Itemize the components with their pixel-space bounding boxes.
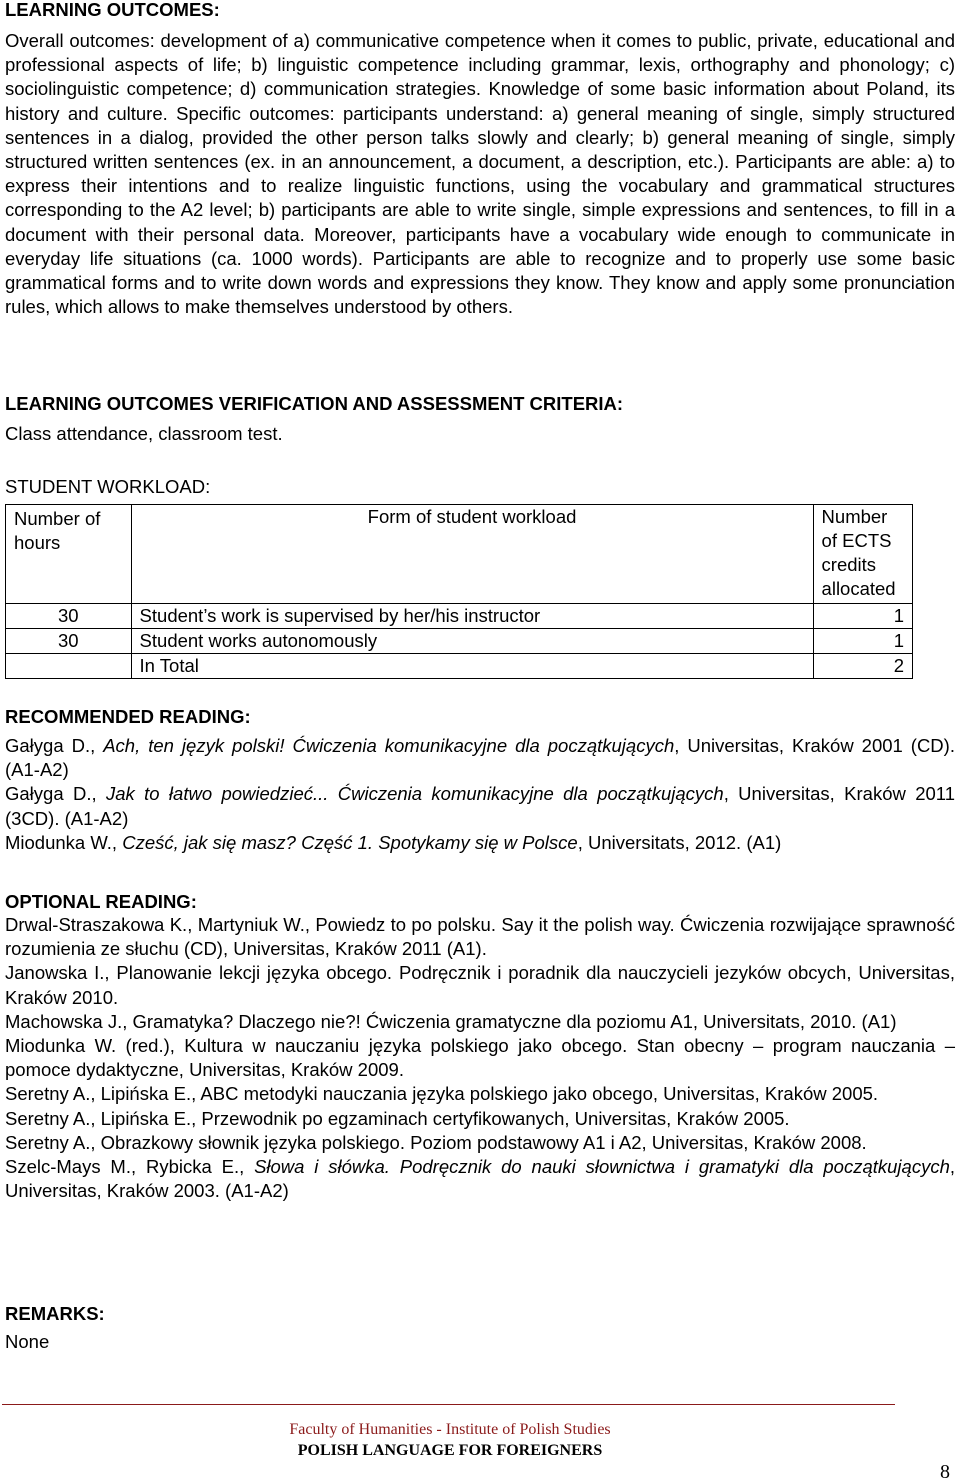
list-item: Machowska J., Gramatyka? Dlaczego nie?! Ćwiczenia gramatyczne dla poziomu A1, Universitats, 2010. (A1) bbox=[5, 1010, 897, 1032]
table-header-row bbox=[6, 505, 913, 604]
cell-hours: 30 bbox=[6, 629, 132, 654]
recommended-reading-heading: RECOMMENDED READING: bbox=[5, 706, 251, 727]
list-item: Gałyga D., Jak to łatwo powiedzieć... Ćwiczenia komunikacyjne dla początkujących, Universitas, Kraków 2011 (3CD). (A1-A2) bbox=[5, 783, 956, 829]
list-item: Janowska I., Planowanie lekcji języka obcego. Podręcznik i poradnik dla nauczycieli jezyków obcych, Universitas, Kraków 2010. bbox=[5, 962, 955, 1008]
cell-hours bbox=[6, 654, 132, 679]
learning-outcomes-text: Overall outcomes: development of a) communicative competence when it comes to public, private, educational and professional aspects of life; b) linguistic competence including grammar, lexis, orthography and phonology; c) sociolinguistic competence; d) communication strategies. Knowledge of some basic information about Poland, its history and culture. Specific outcomes: participants understand: a) general meaning of single, simply structured sentences in a dialog, provided the other person talks slowly and clearly; b) general meaning of single, simply structured written sentences (ex. in an announcement, a document, a description, etc.). Participants are able: a) to express their intentions and to realize linguistic functions, using the vocabulary and grammatical structures corresponding to the A2 level; b) participants are able to write single, simple expressions and sentences, to fill in a document with their personal data. Moreover, participants have a vocabulary wide enough to communicate in everyday life situations (ca. 1000 words). Participants are able to recognize and to properly use some basic grammatical forms and to write down words and expressions they know. They know and apply some pronunciation rules, which allows to make themselves understood by others. bbox=[5, 30, 955, 318]
list-item: Szelc-Mays M., Rybicka E., Słowa i słówka. Podręcznik do nauki słownictwa i gramatyki dla początkujących, Universitas, Kraków 2003. (A1-A2) bbox=[5, 1156, 955, 1202]
list-item: Seretny A., Lipińska E., Przewodnik po egzaminach certyfikowanych, Universitas, Kraków 2005. bbox=[5, 1107, 790, 1129]
optional-reading-heading: OPTIONAL READING: bbox=[5, 891, 197, 912]
verification-text: Class attendance, classroom test. bbox=[5, 423, 283, 444]
list-item: Seretny A., Obrazkowy słownik języka polskiego. Poziom podstawowy A1 i A2, Universitas, Kraków 2008. bbox=[5, 1131, 867, 1153]
page-number: 8 bbox=[940, 1461, 950, 1483]
cell-form: Student works autonomously bbox=[131, 629, 813, 654]
cell-hours: 30 bbox=[6, 604, 132, 629]
footer-faculty: Faculty of Humanities - Institute of Polish Studies bbox=[289, 1421, 611, 1438]
table-row bbox=[6, 629, 913, 654]
cell-ects: 1 bbox=[813, 604, 912, 629]
footer-course-title: POLISH LANGUAGE FOR FOREIGNERS bbox=[297, 1442, 603, 1459]
recommended-reading-list bbox=[5, 734, 955, 855]
learning-outcomes-heading: LEARNING OUTCOMES: bbox=[5, 0, 220, 20]
list-item: Miodunka W., Cześć, jak się masz? Część 1. Spotykamy się w Polsce, Universitats, 2012. (A1) bbox=[5, 831, 782, 853]
col-hours-header: Number of hours bbox=[6, 505, 132, 604]
optional-reading-list bbox=[5, 913, 955, 1203]
table-row-total bbox=[6, 654, 913, 679]
col-form-header: Form of student workload bbox=[131, 505, 813, 604]
remarks-heading: REMARKS: bbox=[5, 1303, 105, 1324]
list-item: Miodunka W. (red.), Kultura w nauczaniu języka polskiego jako obcego. Stan obecny – program nauczania – pomoce dydaktyczne, Universitas, Kraków 2009. bbox=[5, 1035, 955, 1081]
student-workload-heading: STUDENT WORKLOAD: bbox=[5, 476, 211, 497]
table-row bbox=[6, 604, 913, 629]
cell-ects: 1 bbox=[813, 629, 912, 654]
workload-table bbox=[5, 504, 913, 679]
list-item: Drwal-Straszakowa K., Martyniuk W., Powiedz to po polsku. Say it the polish way. Ćwiczenia rozwijające sprawność rozumienia ze słuchu (CD), Universitas, Kraków 2011 (A1). bbox=[5, 914, 955, 960]
cell-form: In Total bbox=[131, 654, 813, 679]
cell-ects: 2 bbox=[813, 654, 912, 679]
list-item: Gałyga D., Ach, ten język polski! Ćwiczenia komunikacyjne dla początkujących, Universitas, Kraków 2001 (CD). (A1-A2) bbox=[5, 735, 955, 781]
list-item: Seretny A., Lipińska E., ABC metodyki nauczania języka polskiego jako obcego, Universitas, Kraków 2005. bbox=[5, 1083, 879, 1105]
cell-form: Student’s work is supervised by her/his instructor bbox=[131, 604, 813, 629]
remarks-text: None bbox=[5, 1331, 50, 1352]
col-ects-header: Number of ECTS credits allocated bbox=[813, 505, 912, 604]
footer-divider bbox=[2, 1404, 895, 1405]
verification-heading: LEARNING OUTCOMES VERIFICATION AND ASSESSMENT CRITERIA: bbox=[5, 393, 624, 414]
